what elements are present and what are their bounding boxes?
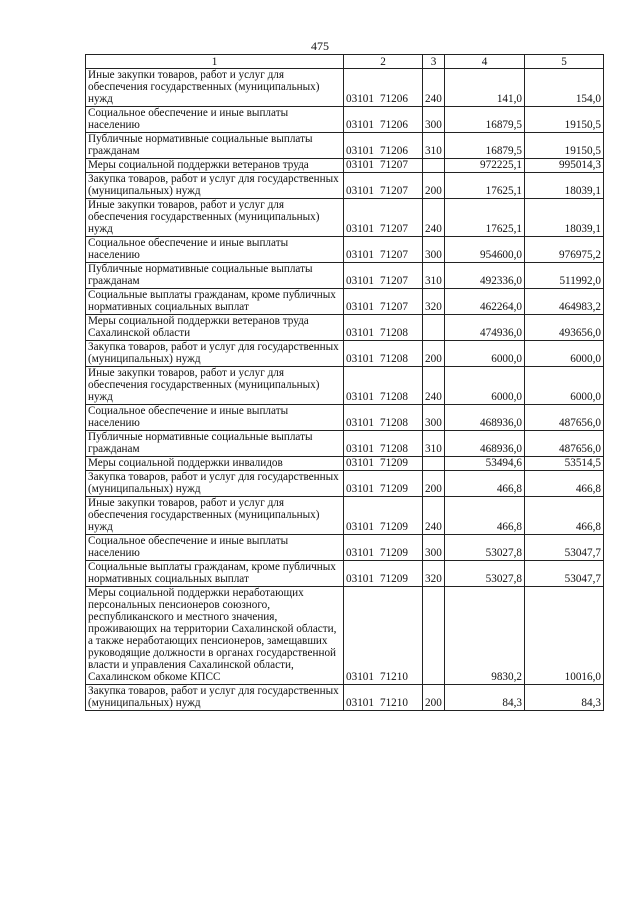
row-amount-col4: 466,8 [445,497,525,535]
table-row [86,405,604,431]
row-target-article [344,405,423,431]
row-target-article [344,199,423,237]
table-row [86,497,604,535]
row-name: Иные закупки товаров, работ и услуг для обеспечения государственных (муниципальных) нужд [86,199,344,237]
row-amount-col4: 9830,2 [445,587,525,685]
row-expense-type: 240 [423,199,445,237]
row-amount-col5: 154,0 [525,69,604,107]
article-code-part1: 03101 [346,119,374,131]
row-expense-type: 200 [423,173,445,199]
article-code-part1: 03101 [346,547,374,559]
article-code-part1: 03101 [346,275,374,287]
row-amount-col4: 53027,8 [445,561,525,587]
row-amount-col4: 6000,0 [445,341,525,367]
table-row [86,289,604,315]
article-code-part2: 71206 [379,93,408,105]
table-row [86,587,604,685]
article-code-part1: 03101 [346,457,374,469]
row-name: Иные закупки товаров, работ и услуг для обеспечения государственных (муниципальных) нужд [86,367,344,405]
table-row [86,133,604,159]
row-amount-col5: 10016,0 [525,587,604,685]
row-amount-col4: 141,0 [445,69,525,107]
row-target-article [344,263,423,289]
article-code-part1: 03101 [346,249,374,261]
article-code-part1: 03101 [346,301,374,313]
row-amount-col4: 466,8 [445,471,525,497]
row-amount-col5: 84,3 [525,685,604,711]
row-expense-type: 320 [423,289,445,315]
row-amount-col4: 17625,1 [445,199,525,237]
row-amount-col5: 6000,0 [525,367,604,405]
row-name: Меры социальной поддержки ветеранов труда [86,159,344,173]
article-code-part2: 71208 [379,353,408,365]
row-amount-col4: 954600,0 [445,237,525,263]
column-header: 2 [344,55,423,69]
row-target-article [344,367,423,405]
row-amount-col5: 466,8 [525,471,604,497]
article-code-part2: 71209 [379,573,408,585]
column-header: 1 [86,55,344,69]
row-target-article [344,471,423,497]
row-name: Социальное обеспечение и иные выплаты населению [86,237,344,263]
article-code-part2: 71210 [379,671,408,683]
row-target-article [344,341,423,367]
row-name: Социальные выплаты гражданам, кроме публичных нормативных социальных выплат [86,561,344,587]
row-amount-col5: 995014,3 [525,159,604,173]
row-amount-col4: 16879,5 [445,133,525,159]
row-name: Меры социальной поддержки инвалидов [86,457,344,471]
table-row [86,471,604,497]
row-amount-col5: 18039,1 [525,173,604,199]
row-amount-col5: 53047,7 [525,561,604,587]
row-name: Социальное обеспечение и иные выплаты населению [86,107,344,133]
table-row [86,315,604,341]
table-row [86,237,604,263]
row-name: Закупка товаров, работ и услуг для государственных (муниципальных) нужд [86,685,344,711]
article-code-part2: 71208 [379,417,408,429]
row-amount-col5: 18039,1 [525,199,604,237]
table-row [86,173,604,199]
article-code-part1: 03101 [346,353,374,365]
article-code-part1: 03101 [346,521,374,533]
row-expense-type: 300 [423,107,445,133]
row-amount-col5: 53047,7 [525,535,604,561]
article-code-part2: 71209 [379,483,408,495]
article-code-part2: 71206 [379,145,408,157]
row-target-article [344,173,423,199]
row-amount-col4: 16879,5 [445,107,525,133]
row-expense-type: 300 [423,237,445,263]
row-amount-col4: 6000,0 [445,367,525,405]
row-target-article [344,535,423,561]
row-amount-col4: 468936,0 [445,431,525,457]
article-code-part2: 71207 [379,249,408,261]
row-target-article [344,561,423,587]
row-expense-type: 320 [423,561,445,587]
article-code-part2: 71208 [379,391,408,403]
row-target-article [344,133,423,159]
article-code-part2: 71208 [379,443,408,455]
row-target-article [344,685,423,711]
row-expense-type [423,315,445,341]
column-header: 3 [423,55,445,69]
table-row [86,341,604,367]
table-row [86,561,604,587]
row-target-article [344,107,423,133]
article-code-part1: 03101 [346,93,374,105]
row-expense-type: 240 [423,497,445,535]
article-code-part2: 71207 [379,275,408,287]
table-row [86,457,604,471]
table-row [86,69,604,107]
row-name: Публичные нормативные социальные выплаты гражданам [86,133,344,159]
article-code-part2: 71208 [379,327,408,339]
article-code-part1: 03101 [346,223,374,235]
article-code-part2: 71209 [379,521,408,533]
article-code-part2: 71207 [379,223,408,235]
article-code-part2: 71207 [379,185,408,197]
article-code-part1: 03101 [346,573,374,585]
row-expense-type: 300 [423,535,445,561]
row-amount-col4: 462264,0 [445,289,525,315]
row-expense-type [423,457,445,471]
table-row [86,431,604,457]
column-header: 4 [445,55,525,69]
row-expense-type: 310 [423,263,445,289]
row-expense-type: 200 [423,685,445,711]
row-amount-col4: 84,3 [445,685,525,711]
row-name: Меры социальной поддержки неработающих персональных пенсионеров союзного, республиканского и местного значения, проживающих на территории Сахалинской области, а также неработающих пенсионеров, замещавших руководящие должности в органах государственной власти и управления Сахалинской области, Сахалинском обкоме КПСС [86,587,344,685]
row-expense-type: 240 [423,69,445,107]
row-amount-col5: 976975,2 [525,237,604,263]
row-amount-col5: 487656,0 [525,431,604,457]
row-expense-type: 240 [423,367,445,405]
row-amount-col5: 6000,0 [525,341,604,367]
article-code-part1: 03101 [346,159,374,171]
article-code-part2: 71209 [379,547,408,559]
row-target-article [344,237,423,263]
row-amount-col4: 492336,0 [445,263,525,289]
row-name: Иные закупки товаров, работ и услуг для обеспечения государственных (муниципальных) нужд [86,69,344,107]
row-amount-col4: 468936,0 [445,405,525,431]
article-code-part1: 03101 [346,145,374,157]
article-code-part1: 03101 [346,327,374,339]
row-target-article [344,457,423,471]
row-expense-type [423,159,445,173]
article-code-part2: 71209 [379,457,408,469]
row-name: Публичные нормативные социальные выплаты гражданам [86,263,344,289]
table-row [86,535,604,561]
article-code-part1: 03101 [346,697,374,709]
table-row [86,199,604,237]
article-code-part1: 03101 [346,391,374,403]
row-name: Публичные нормативные социальные выплаты гражданам [86,431,344,457]
row-target-article [344,289,423,315]
row-amount-col4: 53494,6 [445,457,525,471]
row-expense-type: 200 [423,341,445,367]
row-amount-col5: 511992,0 [525,263,604,289]
row-target-article [344,431,423,457]
row-name: Закупка товаров, работ и услуг для государственных (муниципальных) нужд [86,341,344,367]
row-amount-col5: 19150,5 [525,107,604,133]
row-name: Меры социальной поддержки ветеранов труда Сахалинской области [86,315,344,341]
table-row [86,367,604,405]
row-target-article [344,315,423,341]
article-code-part2: 71210 [379,697,408,709]
row-amount-col5: 19150,5 [525,133,604,159]
row-amount-col4: 972225,1 [445,159,525,173]
row-name: Закупка товаров, работ и услуг для государственных (муниципальных) нужд [86,173,344,199]
row-expense-type: 300 [423,405,445,431]
row-name: Закупка товаров, работ и услуг для государственных (муниципальных) нужд [86,471,344,497]
row-target-article [344,159,423,173]
row-amount-col5: 466,8 [525,497,604,535]
row-expense-type: 200 [423,471,445,497]
article-code-part1: 03101 [346,417,374,429]
row-name: Социальное обеспечение и иные выплаты населению [86,535,344,561]
article-code-part1: 03101 [346,443,374,455]
table-row [86,159,604,173]
article-code-part1: 03101 [346,671,374,683]
budget-table [85,54,604,711]
article-code-part2: 71207 [379,301,408,313]
table-row [86,685,604,711]
row-amount-col5: 464983,2 [525,289,604,315]
row-expense-type [423,587,445,685]
row-amount-col5: 53514,5 [525,457,604,471]
article-code-part1: 03101 [346,185,374,197]
row-target-article [344,69,423,107]
row-amount-col4: 17625,1 [445,173,525,199]
article-code-part2: 71207 [379,159,408,171]
table-row [86,107,604,133]
table-row [86,263,604,289]
row-name: Иные закупки товаров, работ и услуг для обеспечения государственных (муниципальных) нужд [86,497,344,535]
row-name: Социальные выплаты гражданам, кроме публичных нормативных социальных выплат [86,289,344,315]
table-header-row [86,55,604,69]
row-expense-type: 310 [423,133,445,159]
row-name: Социальное обеспечение и иные выплаты населению [86,405,344,431]
row-target-article [344,587,423,685]
article-code-part2: 71206 [379,119,408,131]
article-code-part1: 03101 [346,483,374,495]
column-header: 5 [525,55,604,69]
row-expense-type: 310 [423,431,445,457]
row-amount-col5: 493656,0 [525,315,604,341]
row-amount-col4: 474936,0 [445,315,525,341]
row-amount-col5: 487656,0 [525,405,604,431]
row-amount-col4: 53027,8 [445,535,525,561]
page-number: 475 [311,39,329,53]
row-target-article [344,497,423,535]
